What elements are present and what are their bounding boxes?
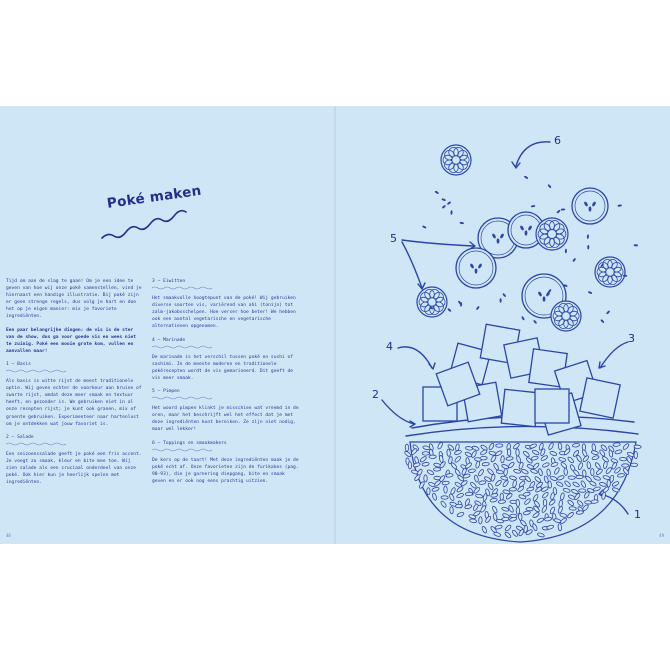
paragraph: Als basis is witte rijst de meest traditionele optie. Wij geven echter de voorkeur aan bruine of zwarte rijst, omdat deze meer smaak en textuur heeft, en gezonder is. We gebruiken niet in al onze recepten rijst; je kunt ook granen, mix of groente gebruiken. Experimenteer naar hartenlust om je ontdekken wat jouw favoriet is.	[6, 379, 142, 427]
rice-grain	[440, 500, 447, 508]
cucumber-slice	[456, 248, 496, 288]
rice-grain	[479, 517, 483, 524]
rice-grain	[495, 525, 503, 530]
fish-cube	[535, 389, 569, 423]
rice-grain	[424, 475, 428, 482]
sesame-seed	[572, 258, 576, 263]
rice-grain	[564, 468, 568, 476]
rice-grain	[560, 462, 568, 469]
paragraph: Het woord pimpen klinkt je misschien wat vreemd in de oren, maar het beschrijft wel het effect dat je met deze ingrediënten kunt bereiken. Ze zijn niet nodig, maar wel lekker!	[152, 406, 299, 433]
rice-grain	[538, 468, 543, 476]
rice-grain	[592, 455, 600, 460]
sesame-seed	[587, 245, 589, 249]
rice-grain	[516, 455, 522, 463]
rice-grain	[454, 468, 461, 476]
rice-grain	[536, 517, 544, 523]
rice-grain	[509, 475, 517, 480]
sesame-seed	[588, 291, 593, 295]
book-spread	[0, 106, 670, 544]
rice-grain	[512, 480, 517, 488]
rice-grain	[549, 451, 557, 457]
rice-grain	[569, 506, 576, 510]
sesame-seed	[422, 225, 427, 229]
rice-grain	[454, 450, 462, 456]
rice-grain	[506, 456, 514, 460]
rice-grain	[492, 506, 498, 514]
rice-grain	[634, 451, 637, 458]
rice-grain	[568, 476, 575, 480]
section-heading: 3 – Eiwitten	[152, 279, 186, 284]
rice-grain	[543, 499, 547, 506]
rice-grain	[508, 505, 514, 513]
paragraph: Een seizoenssalade geeft je poké een fris accent. Je voegt zo smaak, kleur en bite mee toe. Wij zien salade als een cruciaal onderdeel van onze poké. Ook hier kun je heerlijk spelen met ingrediënten.	[6, 451, 142, 486]
rice-grain	[560, 513, 568, 518]
rice-grain	[558, 457, 566, 462]
rice-grain	[526, 487, 534, 492]
rice-grain	[427, 488, 430, 495]
rice-grain	[567, 511, 575, 518]
rice-grain	[511, 529, 518, 537]
rice-grain	[591, 468, 595, 475]
sesame-seed	[476, 306, 480, 311]
rice-grain	[593, 486, 601, 491]
rice-grain	[472, 445, 480, 451]
rice-grain	[572, 443, 580, 447]
sesame-seed	[561, 208, 565, 210]
section-heading: 4 – Marinade	[152, 337, 186, 343]
rice-grain	[526, 507, 533, 511]
rice-grain	[478, 480, 486, 484]
sesame-seed	[502, 293, 506, 298]
rice-grain	[441, 496, 448, 500]
sesame-seed	[634, 244, 639, 246]
poke-illustration	[0, 106, 670, 544]
rice-grain	[579, 489, 586, 493]
rice-grain	[447, 449, 451, 457]
rice-grain	[591, 450, 599, 455]
illustration-label: 3	[628, 332, 635, 345]
rice-grain	[473, 510, 481, 517]
rice-grain	[589, 480, 597, 487]
rice-grain	[493, 532, 501, 538]
rice-grain	[501, 506, 509, 511]
rice-grain	[465, 492, 472, 496]
rice-grain	[422, 452, 429, 456]
rice-grain	[504, 524, 511, 532]
rice-grain	[454, 456, 461, 463]
rice-grain	[508, 461, 515, 469]
paragraph: De marinade is het verschil tussen poké en sushi of sashimi. In de meeste moderne en traditionele pokérecepten wordt de vis gemarineerd. Dit geeft de vis meer smaak.	[152, 354, 294, 381]
rice-grain	[498, 500, 505, 504]
page-number-right: 49	[659, 533, 664, 538]
rice-grain	[532, 462, 540, 469]
sesame-seed	[531, 205, 536, 208]
rice-grain	[482, 462, 490, 466]
rice-grain	[455, 504, 462, 508]
rice-grain	[422, 462, 430, 467]
rice-grain	[509, 487, 516, 491]
illustration-label: 4	[386, 340, 393, 353]
rice-grain	[419, 456, 427, 463]
rice-grain	[434, 480, 442, 487]
sesame-seed	[450, 210, 452, 214]
sesame-seed	[524, 175, 529, 179]
rice-grain	[634, 445, 641, 449]
rice-grain	[411, 448, 418, 456]
sesame-seed	[442, 205, 447, 209]
rice-grain	[429, 455, 436, 459]
rice-grain	[472, 503, 479, 511]
paragraph: Tijd om aan de slag te gaan! Om je een idee te geven van hoe wij onze poké samenstellen, vind je hiernaast een handige illustratie. Bij poké zijn er geen strenge regels, dus volg je hart en doe het op je eigen manier: mix je favoriete ingrediënten.	[6, 279, 142, 320]
rice-grain	[523, 492, 531, 497]
sesame-seed	[587, 234, 590, 239]
rice-grain	[469, 518, 477, 523]
rice-grain	[433, 468, 440, 472]
sesame-seed	[547, 184, 551, 189]
rice-grain	[465, 462, 473, 469]
rice-grain	[550, 475, 558, 481]
rice-grain	[560, 493, 565, 501]
rice-grain	[495, 450, 503, 457]
rice-grain	[456, 512, 464, 518]
rice-grain	[576, 475, 583, 478]
rice-grain	[594, 462, 601, 470]
rice-grain	[572, 481, 580, 488]
rice-grain	[619, 457, 626, 461]
rice-grain	[478, 469, 485, 477]
rice-grain	[509, 517, 517, 522]
illustration-label: 6	[554, 134, 561, 147]
rice-grain	[521, 469, 529, 475]
rice-grain	[630, 463, 637, 467]
rice-grain	[529, 443, 537, 449]
rice-grain	[599, 482, 607, 487]
rice-grain	[471, 450, 477, 458]
rice-grain	[532, 523, 538, 531]
rice-grain	[546, 469, 550, 477]
sesame-seed	[617, 204, 622, 207]
arrow-5a	[402, 240, 474, 246]
rice-grain	[550, 492, 555, 500]
rice-grain	[450, 507, 454, 514]
rice-grain	[516, 499, 520, 506]
rice-grain	[504, 468, 508, 476]
rice-grain	[495, 479, 503, 486]
rice-grain	[408, 462, 412, 469]
rice-grain	[513, 442, 521, 449]
rice-grain	[601, 492, 606, 500]
section-heading: 2 – Salade	[6, 434, 34, 440]
paragraph: De kers op de taart! Met deze ingrediënten maak je de poké echt af. Onze favorieten zijn de furikakes (pag. 90-93), die je garnering diepgang, bite en smaak geven en er ook nog eens prachtig uitzien.	[152, 457, 299, 484]
cucumber-slices	[456, 188, 608, 318]
rice-grain	[617, 473, 625, 477]
rice-grain	[558, 523, 562, 531]
rice-grain	[523, 511, 531, 516]
rice-grain	[548, 499, 556, 506]
rice-grain	[603, 461, 608, 469]
rice-grain	[444, 486, 448, 493]
arrow-6	[516, 142, 550, 166]
page-number-left: 48	[6, 533, 11, 538]
sesame-seed	[533, 320, 537, 325]
rice-grain	[578, 462, 584, 470]
sesame-seed	[500, 298, 502, 302]
rice-grain	[580, 480, 586, 488]
rice-grain	[516, 449, 520, 456]
rice-grain	[541, 505, 547, 513]
rice-grain	[592, 444, 596, 452]
rice-grain	[465, 446, 473, 450]
rice-grain	[612, 487, 620, 493]
rice-grain	[549, 506, 555, 514]
rice-grain	[532, 512, 540, 519]
rice-grain	[556, 481, 564, 487]
rice-grain	[504, 531, 512, 538]
rice-grain	[587, 461, 591, 469]
rice-grain	[442, 481, 450, 485]
rice-grain	[502, 517, 509, 521]
rice-grain	[542, 491, 550, 498]
rice-grain	[576, 510, 584, 514]
page-title: Poké maken	[106, 182, 203, 212]
rice-grain	[480, 456, 487, 460]
rice-grain	[567, 456, 574, 463]
rice-grain	[501, 456, 505, 463]
paragraph: Een paar belangrijke dingen: de vis is de ster van de show, dus ga voor goede vis en wees niet te zuinig. Poké een mooie grote kom, vullen en aanvallen maar!	[6, 327, 136, 354]
rice-grain	[567, 499, 575, 506]
rice-grain	[591, 499, 599, 503]
section-heading: 1 – Basis	[6, 361, 31, 367]
rice-grain	[475, 494, 483, 499]
rice-grain	[541, 486, 549, 492]
rice-grain	[496, 444, 503, 448]
rice-grain	[470, 481, 477, 488]
rice-grain	[480, 449, 488, 456]
sesame-seed	[441, 198, 446, 201]
arrow-3	[600, 342, 628, 368]
sesame-seed	[565, 249, 567, 253]
illustration-label: 2	[372, 388, 379, 401]
rice-grain	[496, 470, 504, 475]
rice-grain	[446, 473, 454, 477]
rice-grain	[595, 468, 603, 475]
fish-cube	[501, 389, 538, 426]
rice-grain	[607, 480, 611, 487]
cucumber-slice	[572, 188, 608, 224]
rice-grain	[500, 493, 504, 500]
rice-grain	[475, 461, 480, 469]
rice-grain	[576, 455, 583, 463]
rice-grain	[542, 462, 550, 468]
rice-grain	[450, 462, 457, 470]
arrow-4	[398, 347, 432, 368]
rice-grain	[563, 448, 570, 456]
section-heading: 5 – Pimpen	[152, 389, 180, 395]
sesame-seed	[447, 308, 452, 312]
rice-grain	[537, 532, 545, 538]
rice-grain	[564, 480, 572, 487]
rice-grain	[532, 449, 540, 455]
rice-grain	[474, 475, 479, 483]
rice-grain	[548, 442, 554, 450]
rice-grain	[449, 493, 455, 501]
rice-grain	[563, 488, 571, 493]
rice-bowl	[404, 442, 641, 542]
arrow-5b	[402, 242, 422, 288]
rice-grain	[488, 443, 495, 451]
rice-grain	[493, 463, 500, 471]
rice-grain	[500, 476, 508, 481]
rice-grain	[558, 442, 562, 450]
rice-grain	[517, 485, 525, 492]
rice-grain	[530, 469, 538, 475]
rice-grain	[576, 500, 583, 508]
rice-grain	[603, 475, 611, 480]
fish-cube	[580, 378, 620, 418]
rice-grain	[456, 493, 464, 499]
rice-grain	[593, 475, 601, 481]
sesame-seed	[606, 310, 611, 314]
rice-grain	[522, 450, 530, 457]
rice-grain	[622, 464, 629, 467]
rice-grain	[531, 455, 539, 460]
rice-grain	[507, 449, 511, 456]
sesame-seed	[434, 190, 439, 194]
sesame-seed	[556, 209, 561, 213]
sesame-seed	[521, 316, 525, 321]
rice-grain	[554, 467, 561, 475]
sesame-seed	[447, 201, 452, 205]
rice-grain	[557, 475, 565, 481]
rice-grain	[518, 513, 522, 520]
rice-grain	[557, 506, 563, 514]
rice-grain	[490, 474, 495, 482]
rice-grain	[626, 456, 632, 464]
illustration-label: 1	[634, 508, 641, 521]
rice-grain	[437, 442, 443, 450]
rice-grain	[502, 480, 509, 488]
rice-grain	[456, 486, 464, 493]
rice-grain	[483, 493, 488, 501]
rice-grain	[614, 449, 622, 454]
illustration-label: 5	[390, 232, 397, 245]
rice-grain	[481, 526, 487, 534]
rice-grain	[405, 444, 409, 451]
rice-grain	[613, 443, 621, 447]
rice-grain	[546, 525, 554, 530]
rice-grain	[439, 461, 446, 469]
arrow-2	[382, 400, 414, 424]
sesame-seed	[600, 319, 605, 324]
rice-grain	[622, 443, 629, 450]
rice-grain	[468, 469, 476, 473]
sesame-seed	[459, 222, 464, 225]
rice-grain	[432, 487, 440, 492]
rice-grain	[560, 517, 568, 524]
section-heading: 6 – Toppings en smaakmakers	[152, 440, 227, 446]
rice-grain	[490, 493, 498, 498]
rice-grain	[432, 493, 437, 501]
paragraph: Het smaakvolle hoogtepunt van de poké! Wij gebruiken diverse soorten vis, variërend van ahi (tonijn) tot zalm-jakobsschelpen. Hoe verser hoe beter! We hebben ook een aantal vegetarische en vegetarische alternatieven opgenomen.	[152, 296, 296, 330]
rice-grain	[404, 450, 412, 457]
rice-grain	[490, 498, 498, 503]
rice-grain	[490, 455, 497, 463]
